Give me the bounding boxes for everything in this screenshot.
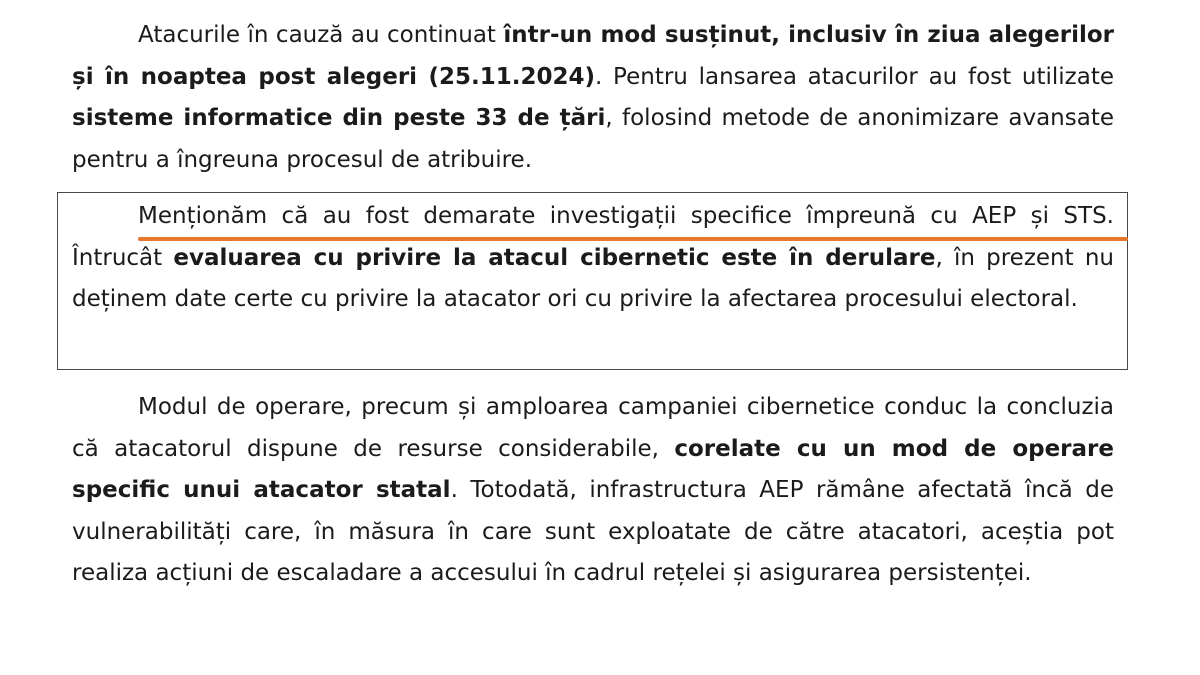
p1-bold-2: sisteme informatice din peste 33 de țări [72, 105, 606, 131]
p1-text-2: . Pentru lansarea atacurilor au fost utilizate [595, 63, 1114, 90]
p2-text-2: , în prezent nu deținem date certe cu privire la atacator ori cu privire la afectarea procesului electoral. [72, 244, 1114, 312]
p2-bold-1: evaluarea cu privire la atacul cibernetic este în derulare [173, 244, 936, 271]
p3-bold-1: corelate cu un mod de operare specific unui atacator statal [72, 435, 1114, 503]
paragraph-attacks [72, 15, 1114, 181]
p3-text-1: Modul de operare, precum și amploarea campaniei cibernetice conduc la concluzia că atacatorul dispune de resurse considerabile, [72, 394, 1114, 462]
paragraph-operating-mode [72, 387, 1114, 595]
paragraph-investigations [72, 196, 1114, 321]
p2-text-1: Menționăm că au fost demarate investigații specifice împreună cu AEP și STS. Întrucât [72, 203, 1114, 271]
p1-text-1: Atacurile în cauză au continuat [138, 22, 504, 48]
p1-bold-1: într-un mod susținut, inclusiv în ziua alegerilor și în noaptea post alegeri (25.11.2024) [72, 22, 1114, 90]
p3-text-2: . Totodată, infrastructura AEP rămâne afectată încă de vulnerabilități care, în măsura în care sunt exploatate de către atacatori, aceștia pot realiza acțiuni de escaladare a accesului în cadrul rețelei și asigurarea persistenței. [72, 477, 1114, 586]
p1-text-3: , folosind metode de anonimizare avansate pentru a îngreuna procesul de atribuire. [72, 105, 1114, 173]
highlighted-paragraph-box [57, 192, 1128, 370]
